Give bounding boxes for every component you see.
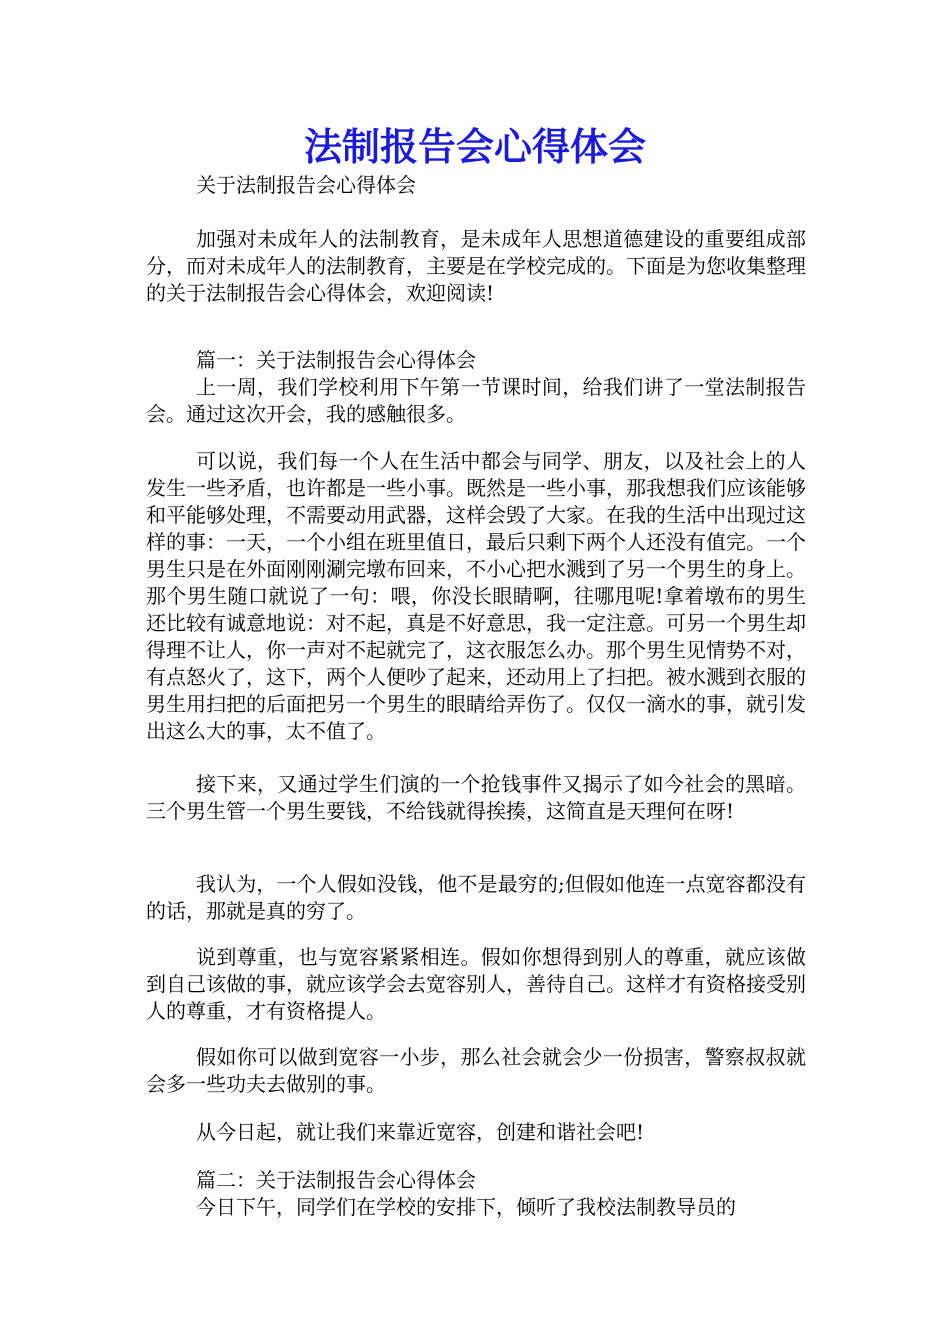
section-heading-1: 篇一：关于法制报告会心得体会 bbox=[196, 348, 476, 372]
body-paragraph: 可以说，我们每一个人在生活中都会与同学、朋友，以及社会上的人发生一些矛盾，也许都是一些小事。既然是一些小事，那我想我们应该能够和平能够处理，不需要动用武器，这样会毁了大家。在我的生活中出现过这样的事：一天，一个小组在班里值日，最后只剩下两个人还没有值完。一个男生只是在外面刚刚涮完墩布回来，不小心把水溅到了另一个男生的身上。那个男生随口就说了一句：喂，你没长眼睛啊，往哪甩呢!拿着墩布的男生还比较有诚意地说：对不起，真是不好意思，我一定注意。可另一个男生却得理不让人，你一声对不起就完了，这衣服怎么办。那个男生见情势不对，有点怒火了，这下，两个人便吵了起来，还动用上了扫把。被水溅到衣服的男生用扫把的后面把另一个男生的眼睛给弄伤了。仅仅一滴水的事，就引发出这么大的事，太不值了。 bbox=[146, 449, 806, 743]
body-paragraph: 今日下午，同学们在学校的安排下，倾听了我校法制教导员的 bbox=[196, 1195, 736, 1219]
body-paragraph: 假如你可以做到宽容一小步，那么社会就会少一份损害，警察叔叔就会多一些功夫去做别的事。 bbox=[146, 1045, 806, 1096]
document-subtitle: 关于法制报告会心得体会 bbox=[196, 173, 416, 197]
body-paragraph: 从今日起，就让我们来靠近宽容，创建和谐社会吧! bbox=[196, 1120, 645, 1144]
intro-paragraph: 加强对未成年人的法制教育，是未成年人思想道德建设的重要组成部分，而对未成年人的法制教育，主要是在学校完成的。下面是为您收集整理的关于法制报告会心得体会，欢迎阅读! bbox=[146, 227, 806, 305]
body-paragraph: 接下来，又通过学生们演的一个抢钱事件又揭示了如今社会的黑暗。三个男生管一个男生要钱，不给钱就得挨揍，这简直是天理何在呀! bbox=[146, 772, 806, 823]
document-title: 法制报告会心得体会 bbox=[303, 124, 646, 169]
section-heading-2: 篇二：关于法制报告会心得体会 bbox=[196, 1168, 476, 1192]
body-paragraph: 说到尊重，也与宽容紧紧相连。假如你想得到别人的尊重，就应该做到自己该做的事，就应该学会去宽容别人，善待自己。这样才有资格接受别人的尊重，才有资格提人。 bbox=[146, 945, 806, 1023]
body-paragraph: 我认为，一个人假如没钱，他不是最穷的;但假如他连一点宽容都没有的话，那就是真的穷了。 bbox=[146, 872, 806, 923]
body-paragraph: 上一周，我们学校利用下午第一节课时间，给我们讲了一堂法制报告会。通过这次开会，我的感触很多。 bbox=[146, 375, 806, 426]
